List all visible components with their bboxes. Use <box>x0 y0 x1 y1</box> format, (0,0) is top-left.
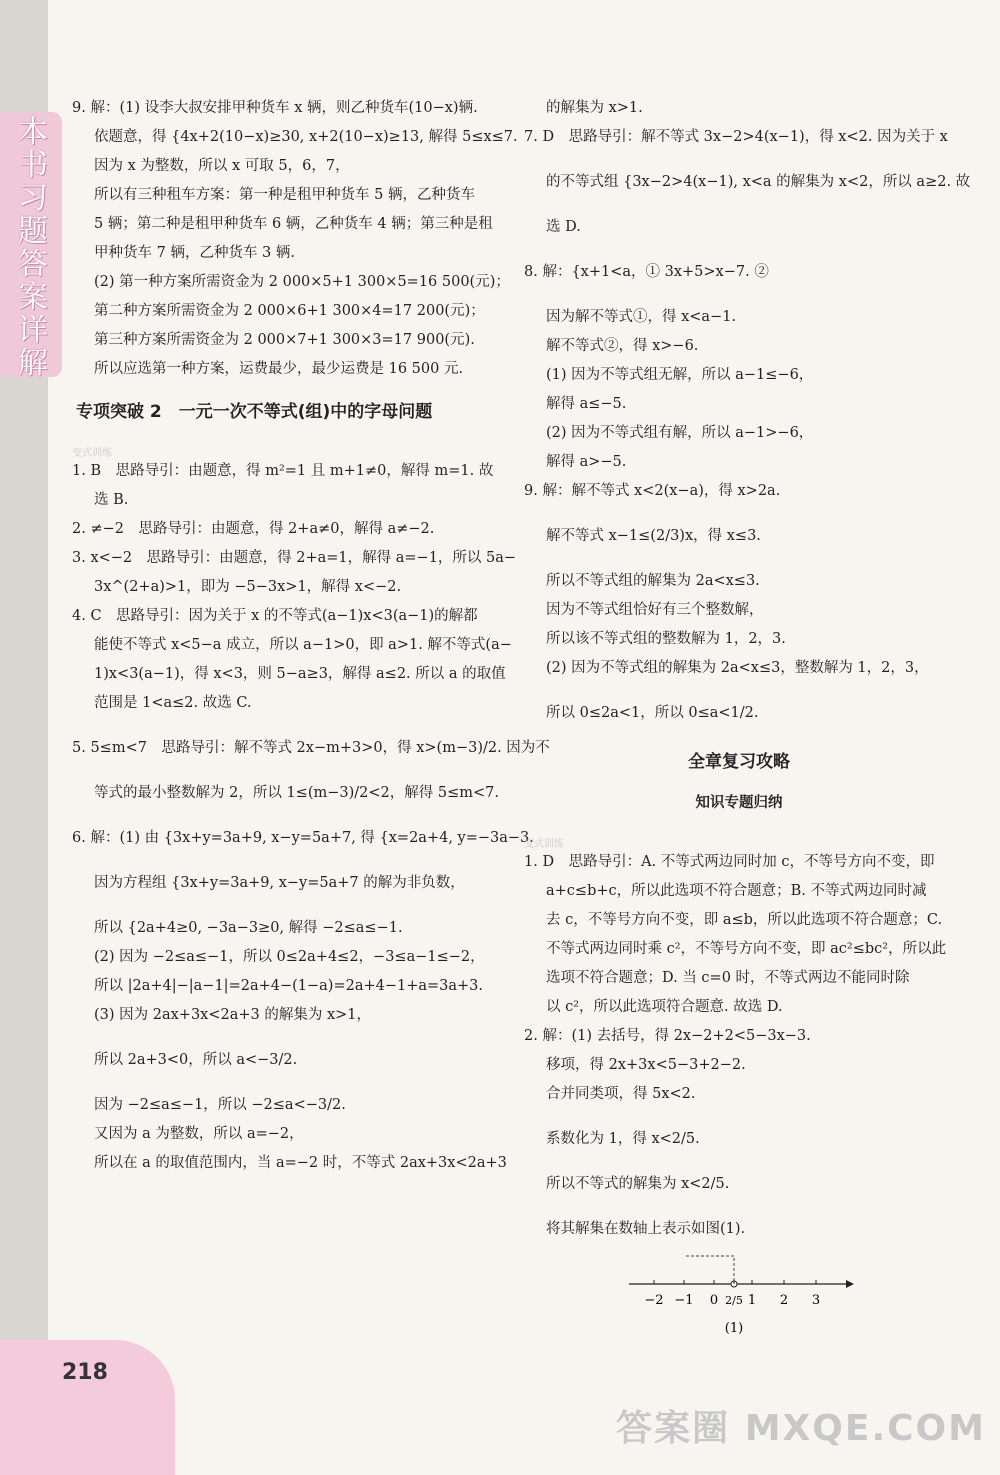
tab-char: 书 <box>18 148 48 183</box>
text-line: 7. D 思路导引：解不等式 3x−2>4(x−1)，得 x<2. 因为关于 x <box>524 129 948 145</box>
text-line: 4. C 思路导引：因为关于 x 的不等式(a−1)x<3(a−1)的解都 <box>72 608 478 624</box>
text-line: a+c≤b+c，所以此选项不符合题意；B. 不等式两边同时减 <box>546 883 927 899</box>
text-line: 以 c²，所以此选项符合题意. 故选 D. <box>546 999 783 1015</box>
arrow-right-icon <box>846 1280 854 1288</box>
text-line: 因为方程组 {3x+y=3a+9, x−y=5a+7 的解为非负数， <box>94 875 465 891</box>
text-line: 的不等式组 {3x−2>4(x−1), x<a 的解集为 x<2，所以 a≥2. 故 <box>546 174 971 190</box>
text-line: (2) 第一种方案所需资金为 2 000×5+1 300×5=16 500(元)； <box>94 274 510 290</box>
text-line: 合并同类项，得 5x<2. <box>546 1086 696 1102</box>
text-line: 所以 0≤2a<1，所以 0≤a<1/2. <box>546 705 759 721</box>
text-line: 所以在 a 的取值范围内，当 a=−2 时，不等式 2ax+3x<2a+3 <box>94 1155 507 1171</box>
text-line: 5 辆；第二种是租甲种货车 6 辆，乙种货车 4 辆；第三种是租 <box>94 216 493 232</box>
text-line: 所以 2a+3<0，所以 a<−3/2. <box>94 1052 298 1068</box>
watermark: 答案圈 MXQE.COM <box>616 1408 986 1449</box>
text-line: 3x^(2+a)>1，即为 −5−3x>1，解得 x<−2. <box>94 579 402 595</box>
text-line: 解得 a≤−5. <box>546 396 627 412</box>
text-line: 第三种方案所需资金为 2 000×7+1 300×3=17 900(元). <box>94 332 475 348</box>
text-line: 2. ≠−2 思路导引：由题意，得 2+a≠0，解得 a≠−2. <box>72 521 435 537</box>
text-line: (2) 因为不等式组的解集为 2a<x≤3，整数解为 1，2，3， <box>546 660 929 676</box>
solution-set-bracket <box>686 1256 734 1284</box>
text-line: 因为 −2≤a≤−1，所以 −2≤a<−3/2. <box>94 1097 346 1113</box>
number-line <box>624 1254 854 1334</box>
text-line: 3. x<−2 思路导引：由题意，得 2+a=1，解得 a=−1，所以 5a− <box>72 550 517 566</box>
text-line: 1. D 思路导引：A. 不等式两边同时加 c，不等号方向不变，即 <box>524 854 935 870</box>
text-line: 1. B 思路导引：由题意，得 m²=1 且 m+1≠0，解得 m=1. 故 <box>72 463 494 479</box>
chapter-title: 全章复习攻略 <box>688 752 790 772</box>
section-title: 专项突破 2 一元一次不等式(组)中的字母问题 <box>76 402 433 422</box>
text-line: 的解集为 x>1. <box>546 100 643 116</box>
text-line: 因为不等式组恰好有三个整数解， <box>546 602 764 618</box>
right-column <box>524 94 971 1334</box>
text-line: 不等式两边同时乘 c²，不等号方向不变，即 ac²≤bc²，所以此 <box>546 941 947 957</box>
section-tab <box>0 112 62 381</box>
text-line: 9. 解：解不等式 x<2(x−a)，得 x>2a. <box>524 483 781 499</box>
tab-char: 习 <box>18 181 48 216</box>
figure-caption: (1) <box>724 1321 744 1334</box>
text-line: 甲种货车 7 辆，乙种货车 3 辆. <box>94 245 295 261</box>
text-line: 8. 解：{x+1<a，① 3x+5>x−7. ② <box>524 264 769 280</box>
tick-label: 2 <box>779 1293 789 1308</box>
tab-char: 本 <box>18 115 48 150</box>
text-line: 范围是 1<a≤2. 故选 C. <box>94 695 252 711</box>
text-line: 所以有三种租车方案：第一种是租甲种货车 5 辆，乙种货车 <box>94 187 475 203</box>
variant-tag: 变式训练 <box>524 839 564 850</box>
number-line-figure <box>624 1254 854 1334</box>
text-line: 6. 解：(1) 由 {3x+y=3a+9, x−y=5a+7, 得 {x=2a+4, y=−3a−3. <box>72 830 534 846</box>
text-line: 1)x<3(a−1)，得 x<3，则 5−a≥3，解得 a≤2. 所以 a 的取值 <box>94 666 506 682</box>
tick-label: −2 <box>644 1293 664 1308</box>
text-line: 等式的最小整数解为 2，所以 1≤(m−3)/2<2，解得 5≤m<7. <box>94 785 499 801</box>
text-line: 依题意，得 {4x+2(10−x)≥30, x+2(10−x)≥13, 解得 5≤x≤7. <box>94 129 518 145</box>
sub-title: 知识专题归纳 <box>695 795 783 811</box>
text-line: 所以应选第一种方案，运费最少，最少运费是 16 500 元. <box>94 361 464 377</box>
text-line: 选项不符合题意；D. 当 c=0 时，不等式两边不能同时除 <box>546 970 910 986</box>
text-line: 解不等式②，得 x>−6. <box>546 338 699 354</box>
text-line: (2) 因为不等式组有解，所以 a−1>−6， <box>546 425 814 441</box>
tick-label: −1 <box>674 1293 694 1308</box>
variant-tag: 变式训练 <box>72 448 112 459</box>
text-line: 系数化为 1，得 x<2/5. <box>546 1131 700 1147</box>
tab-char: 题 <box>18 214 48 249</box>
text-line: 所以不等式的解集为 x<2/5. <box>546 1176 730 1192</box>
text-line: 选 D. <box>546 219 581 235</box>
text-line: 移项，得 2x+3x<5−3+2−2. <box>546 1057 746 1073</box>
text-line: 解不等式 x−1≤(2/3)x，得 x≤3. <box>546 528 761 544</box>
text-line: (1) 因为不等式组无解，所以 a−1≤−6， <box>546 367 814 383</box>
text-line: 选 B. <box>94 492 129 508</box>
text-line: 因为 x 为整数，所以 x 可取 5，6，7， <box>94 158 350 174</box>
text-line: 解得 a>−5. <box>546 454 627 470</box>
page-number: 218 <box>62 1360 108 1385</box>
left-column <box>72 94 550 1178</box>
text-line: (3) 因为 2ax+3x<2a+3 的解集为 x>1， <box>94 1007 372 1023</box>
text-line: 去 c，不等号方向不变，即 a≤b，所以此选项不符合题意；C. <box>546 912 943 928</box>
text-line: 所以 {2a+4≥0, −3a−3≥0, 解得 −2≤a≤−1. <box>94 920 403 936</box>
tick-label: 1 <box>747 1293 757 1308</box>
tab-char: 答 <box>18 247 48 282</box>
tick-label: 3 <box>811 1293 821 1308</box>
text-line: (2) 因为 −2≤a≤−1，所以 0≤2a+4≤2，−3≤a−1≤−2， <box>94 949 485 965</box>
text-line: 又因为 a 为整数，所以 a=−2， <box>94 1126 304 1142</box>
text-line: 第二种方案所需资金为 2 000×6+1 300×4=17 200(元)； <box>94 303 485 319</box>
text-line: 5. 5≤m<7 思路导引：解不等式 2x−m+3>0，得 x>(m−3)/2. 因为不 <box>72 740 550 756</box>
tick-label: 2/5 <box>725 1294 743 1307</box>
text-line: 所以不等式组的解集为 2a<x≤3. <box>546 573 760 589</box>
tick-label: 0 <box>709 1293 719 1308</box>
text-line: 9. 解：(1) 设李大叔安排甲种货车 x 辆，则乙种货车(10−x)辆. <box>72 100 478 116</box>
text-line: 2. 解：(1) 去括号，得 2x−2+2<5−3x−3. <box>524 1028 811 1044</box>
tab-char: 解 <box>18 346 48 381</box>
tab-char: 案 <box>18 280 48 315</box>
text-line: 因为解不等式①，得 x<a−1. <box>546 309 737 325</box>
tab-char: 详 <box>18 313 48 348</box>
text-line: 所以 |2a+4|−|a−1|=2a+4−(1−a)=2a+4−1+a=3a+3. <box>94 978 484 994</box>
text-line: 所以该不等式组的整数解为 1，2，3. <box>546 631 786 647</box>
text-line: 将其解集在数轴上表示如图(1). <box>546 1221 746 1237</box>
text-line: 能使不等式 x<5−a 成立，所以 a−1>0，即 a>1. 解不等式(a− <box>94 637 512 653</box>
